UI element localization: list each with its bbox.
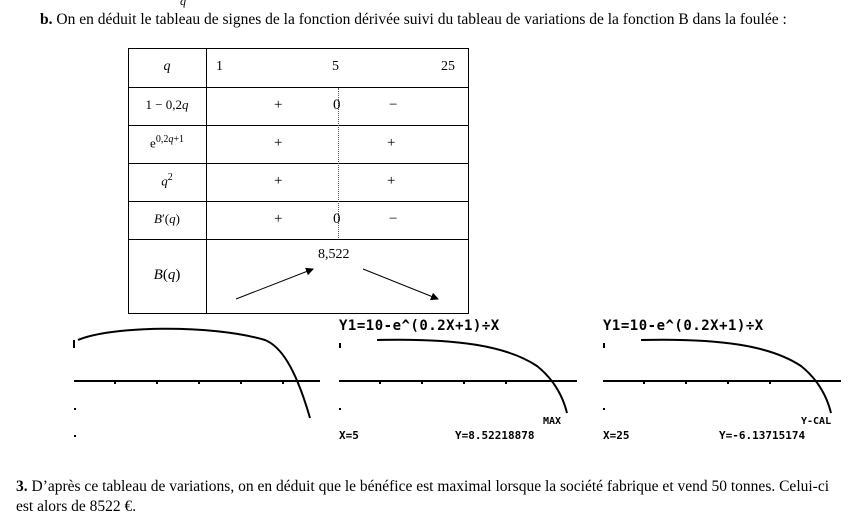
- row-label-2: $e^{0,2q+1}$: [150, 134, 184, 151]
- max-tag: MAX: [543, 416, 562, 427]
- row-label-3: $q^2$: [161, 172, 173, 189]
- increasing-arrow: [236, 269, 313, 299]
- table-line: [128, 201, 469, 202]
- header-variable: q: [163, 59, 171, 74]
- sign-right-1: −: [389, 97, 398, 113]
- calculator-screen-2: [337, 318, 581, 443]
- sign-left-2: +: [274, 135, 283, 151]
- table-line: [128, 239, 469, 240]
- conclusion-label: 3.: [16, 478, 28, 495]
- conclusion-text: D’après ce tableau de variations, on en déduit que le bénéfice est maximal lorsque la société fabrique et vend 50 tonnes. Celui-ci est alors de 8522 €.: [16, 478, 830, 515]
- zero-4: 0: [333, 211, 341, 227]
- zero-1: 0: [333, 97, 341, 113]
- sign-right-2: +: [387, 135, 396, 151]
- header-x3: 25: [441, 59, 455, 74]
- sign-left-4: +: [274, 211, 283, 227]
- sign-right-4: −: [389, 211, 398, 227]
- formula-3: Y1=10-e^(0.2X+1)÷X: [603, 318, 764, 334]
- table-line: [128, 163, 469, 164]
- sign-right-3: +: [387, 173, 396, 189]
- y-readout-2: Y=8.52218878: [455, 429, 535, 442]
- table-line: [206, 48, 207, 314]
- decreasing-arrow: [363, 269, 438, 299]
- formula-2: Y1=10-e^(0.2X+1)÷X: [339, 318, 500, 334]
- calculator-screen-1: [70, 318, 322, 443]
- x-readout-2: X=5: [339, 429, 359, 442]
- table-line: [128, 125, 469, 126]
- x-readout-3: X=25: [603, 429, 630, 442]
- intro-label: b.: [40, 11, 53, 28]
- row-label-1: 1 − 0,2q: [145, 97, 189, 112]
- ycal-tag: Y-CAL: [801, 416, 832, 427]
- calculator-screen-3: [601, 318, 845, 443]
- row-label-4: B′(q): [154, 211, 180, 226]
- header-x2: 5: [332, 59, 339, 74]
- variation-table: [128, 48, 469, 314]
- intro-paragraph: [40, 10, 840, 30]
- row-label-variation: B(q): [153, 267, 181, 283]
- y-readout-3: Y=-6.13715174: [719, 429, 806, 442]
- header-x1: 1: [216, 59, 223, 74]
- conclusion-paragraph: [16, 477, 836, 517]
- stray-glyph: q: [180, 0, 186, 8]
- sign-left-1: +: [274, 97, 283, 113]
- table-line: [128, 313, 469, 314]
- intro-text: On en déduit le tableau de signes de la fonction dérivée suivi du tableau de variations de la fonction B dans la foulée :: [56, 11, 787, 28]
- variation-arrows: [228, 263, 448, 308]
- sign-left-3: +: [274, 173, 283, 189]
- table-line: [128, 48, 469, 49]
- table-line: [468, 48, 469, 314]
- table-line: [128, 87, 469, 88]
- max-value: 8,522: [318, 247, 350, 262]
